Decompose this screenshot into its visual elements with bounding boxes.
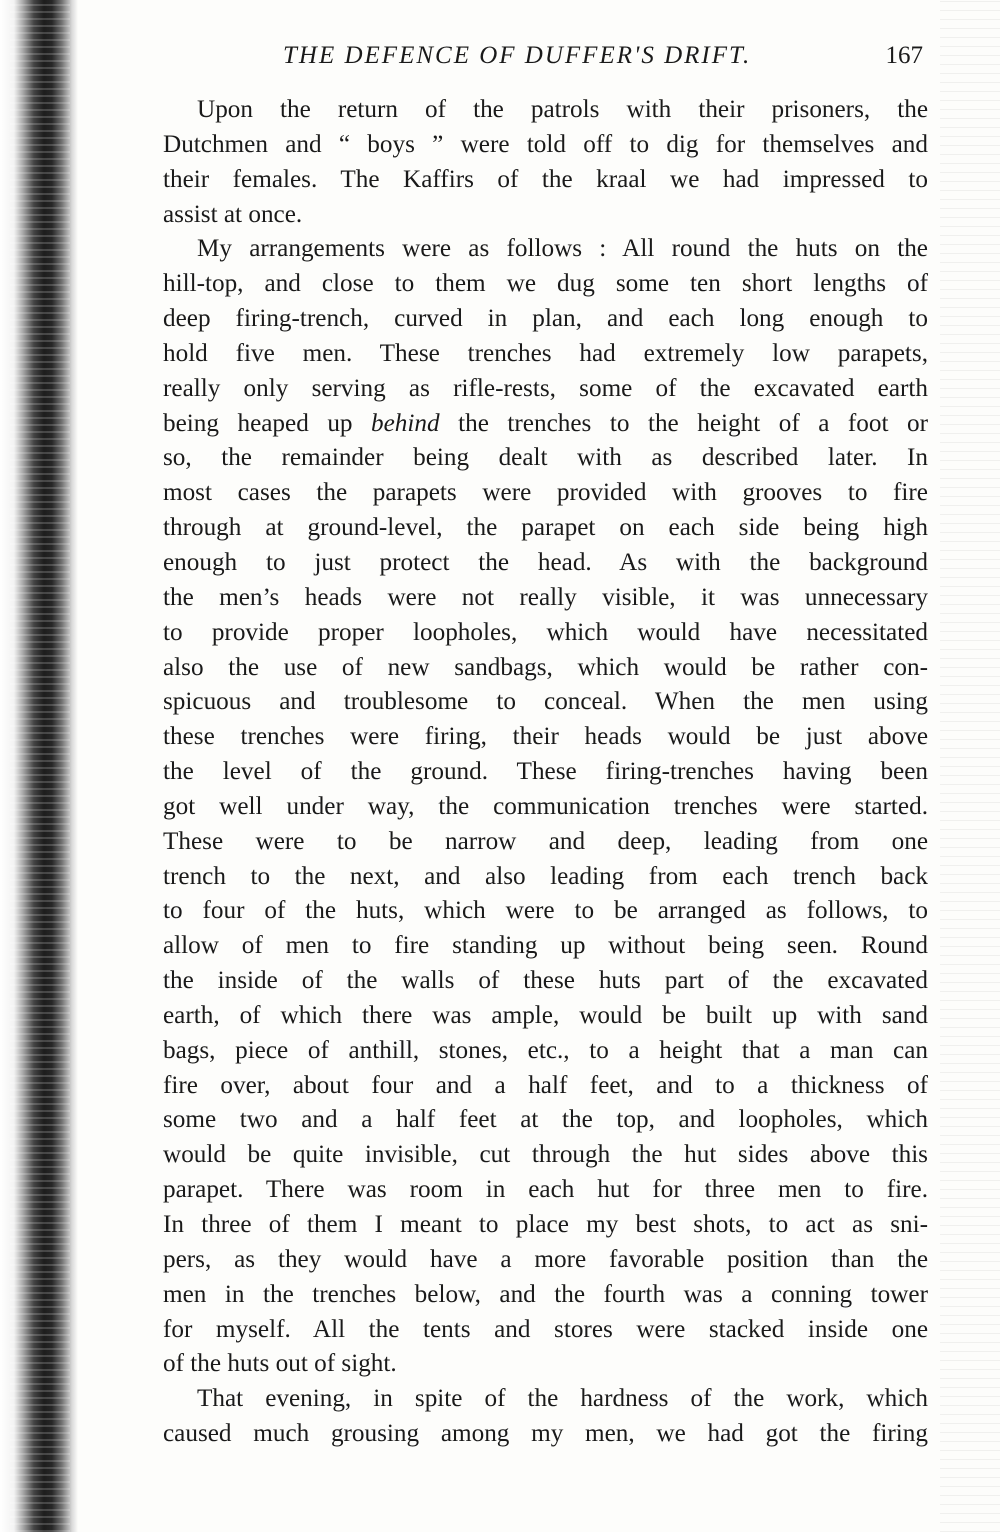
text-line: allow of men to fire standing up without being seen. Round	[163, 932, 928, 960]
text-line: got well under way, the communication trenches were started.	[163, 792, 928, 820]
text-line: so, the remainder being dealt with as described later. In	[163, 444, 928, 472]
text-line: hill-top, and close to them we dug some ten short lengths of	[163, 270, 928, 298]
text-line: pers, as they would have a more favorable position than the	[163, 1245, 928, 1273]
text-line: deep firing-trench, curved in plan, and each long enough to	[163, 305, 928, 333]
text-line: most cases the parapets were provided with grooves to fire	[163, 479, 928, 507]
text-line-with-italic	[163, 407, 928, 442]
text-line: bags, piece of anthill, stones, etc., to a height that a man can	[163, 1036, 928, 1064]
text-line: their females. The Kaffirs of the kraal we had impressed to	[163, 165, 928, 193]
text-line: That evening, in spite of the hardness of the work, which	[197, 1385, 928, 1413]
text-run: the trenches to the height of a foot or	[439, 409, 928, 437]
text-line: trench to the next, and also leading from each trench back	[163, 862, 928, 890]
text-line: In three of them I meant to place my best shots, to act as sni-	[163, 1211, 928, 1238]
text-line: to provide proper loopholes, which would have necessitated	[163, 618, 928, 646]
text-line: of the huts out of sight.	[163, 1350, 397, 1378]
text-line: men in the trenches below, and the fourth was a conning tower	[163, 1280, 928, 1308]
paragraph-2	[163, 232, 928, 1382]
text-line: parapet. There was room in each hut for three men to fire.	[163, 1176, 928, 1204]
italic-word: behind	[371, 409, 440, 437]
text-line: for myself. All the tents and stores were stacked inside one	[163, 1315, 928, 1343]
body-text	[163, 93, 928, 1452]
text-line: through at ground-level, the parapet on each side being high	[163, 514, 928, 542]
page-number: 167	[885, 42, 923, 69]
text-line: would be quite invisible, cut through the hut sides above this	[163, 1141, 928, 1169]
text-line: fire over, about four and a half feet, and to a thickness of	[163, 1071, 928, 1099]
paragraph-1	[163, 93, 928, 232]
text-line: spicuous and troublesome to conceal. When the men using	[163, 688, 928, 716]
text-line: the men’s heads were not really visible, it was unnecessary	[163, 583, 928, 611]
text-line: hold five men. These trenches had extremely low parapets,	[163, 339, 928, 367]
text-line: the inside of the walls of these huts part of the excavated	[163, 967, 928, 995]
text-line: assist at once.	[163, 200, 303, 228]
running-title: THE DEFENCE OF DUFFER'S DRIFT.	[283, 42, 752, 69]
text-line: enough to just protect the head. As with the background	[163, 548, 928, 576]
text-line: also the use of new sandbags, which would be rather con-	[163, 653, 928, 681]
text-line: the level of the ground. These firing-trenches having been	[163, 758, 928, 786]
margin-speckle	[940, 0, 1000, 1532]
text-run: being heaped up	[163, 409, 372, 437]
text-line: Upon the return of the patrols with their prisoners, the	[197, 96, 928, 123]
text-line: these trenches were firing, their heads would be just above	[163, 723, 928, 751]
page-header	[165, 36, 927, 76]
text-line: some two and a half feet at the top, and loopholes, which	[163, 1106, 928, 1134]
paragraph-3	[163, 1382, 928, 1452]
text-line: My arrangements were as follows : All round the huts on the	[197, 235, 928, 263]
text-line: to four of the huts, which were to be arranged as follows, to	[163, 897, 928, 925]
text-line: caused much grousing among my men, we had got the firing	[163, 1420, 928, 1448]
binding-texture	[10, 0, 70, 1532]
text-line: earth, of which there was ample, would be built up with sand	[163, 1001, 928, 1029]
text-line: These were to be narrow and deep, leading from one	[163, 827, 928, 855]
text-line: really only serving as rifle-rests, some of the excavated earth	[163, 374, 928, 402]
text-line: Dutchmen and “ boys ” were told off to dig for themselves and	[163, 130, 928, 158]
